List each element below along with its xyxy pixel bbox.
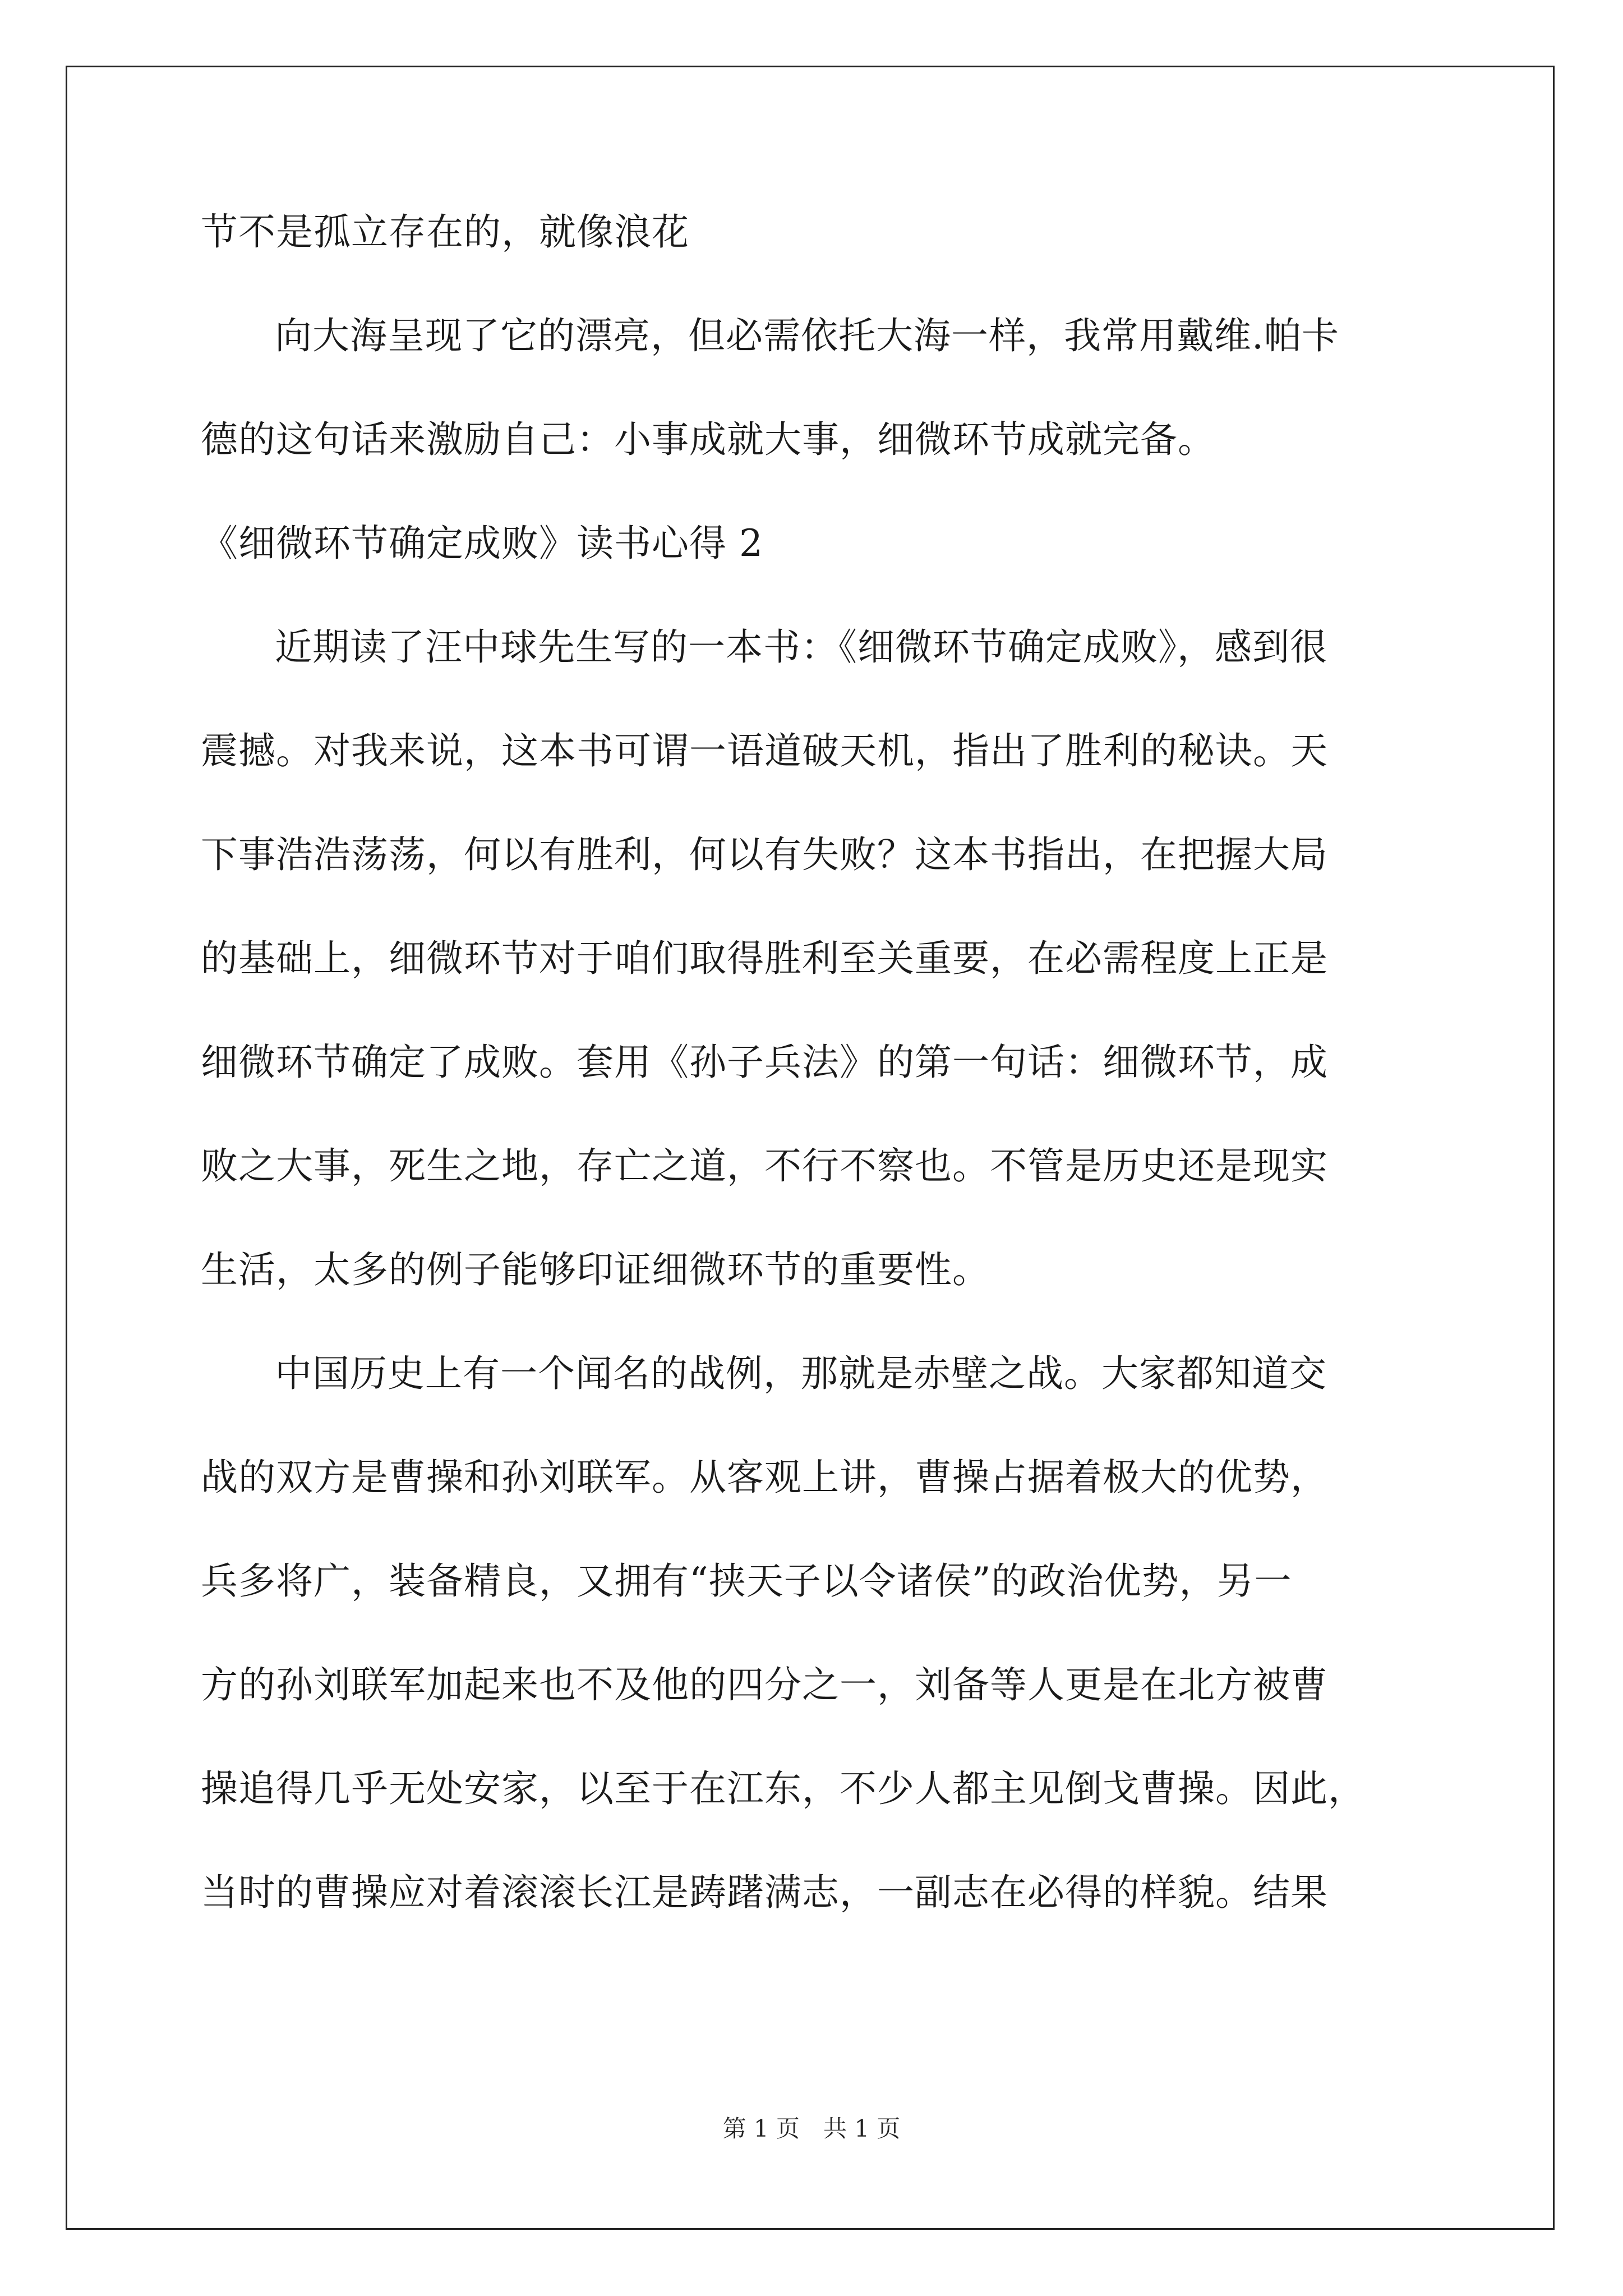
text-line: 生活，太多的例子能够印证细微环节的重要性。 <box>201 1248 990 1291</box>
section-heading: 《细微环节确定成败》读书心得 2 <box>201 522 763 565</box>
text-line: 德的这句话来激励自己：小事成就大事，细微环节成就完备。 <box>201 418 1215 461</box>
text-line: 震撼。对我来说，这本书可谓一语道破天机，指出了胜利的秘诀。天 <box>201 729 1328 772</box>
text-line: 兵多将广，装备精良，又拥有“挟天子以令诸侯”的政治优势，另一 <box>201 1559 1292 1603</box>
page-footer: 第 1 页 共 1 页 <box>722 2115 901 2142</box>
text-line: 细微环节确定了成败。套用《孙子兵法》的第一句话：细微环节，成 <box>201 1041 1328 1084</box>
text-line: 当时的曹操应对着滚滚长江是踌躇满志，一副志在必得的样貌。结果 <box>201 1871 1328 1914</box>
text-line: 中国历史上有一个闻名的战例，那就是赤壁之战。大家都知道交 <box>275 1352 1327 1395</box>
text-line: 操追得几乎无处安家，以至于在江东，不少人都主见倒戈曹操。因此， <box>201 1767 1366 1810</box>
text-line: 近期读了汪中球先生写的一本书：《细微环节确定成败》，感到很 <box>275 625 1327 669</box>
text-line: 败之大事，死生之地，存亡之道，不行不察也。不管是历史还是现实 <box>201 1144 1328 1188</box>
text-line: 方的孙刘联军加起来也不及他的四分之一，刘备等人更是在北方被曹 <box>201 1663 1328 1706</box>
text-line: 战的双方是曹操和孙刘联军。从客观上讲，曹操占据着极大的优势， <box>201 1456 1328 1499</box>
text-line: 节不是孤立存在的，就像浪花 <box>201 210 689 254</box>
text-line: 下事浩浩荡荡，何以有胜利，何以有失败？这本书指出，在把握大局 <box>201 833 1328 876</box>
text-line: 向大海呈现了它的漂亮，但必需依托大海一样，我常用戴维.帕卡 <box>275 314 1339 357</box>
text-line: 的基础上，细微环节对于咱们取得胜利至关重要，在必需程度上正是 <box>201 937 1328 980</box>
